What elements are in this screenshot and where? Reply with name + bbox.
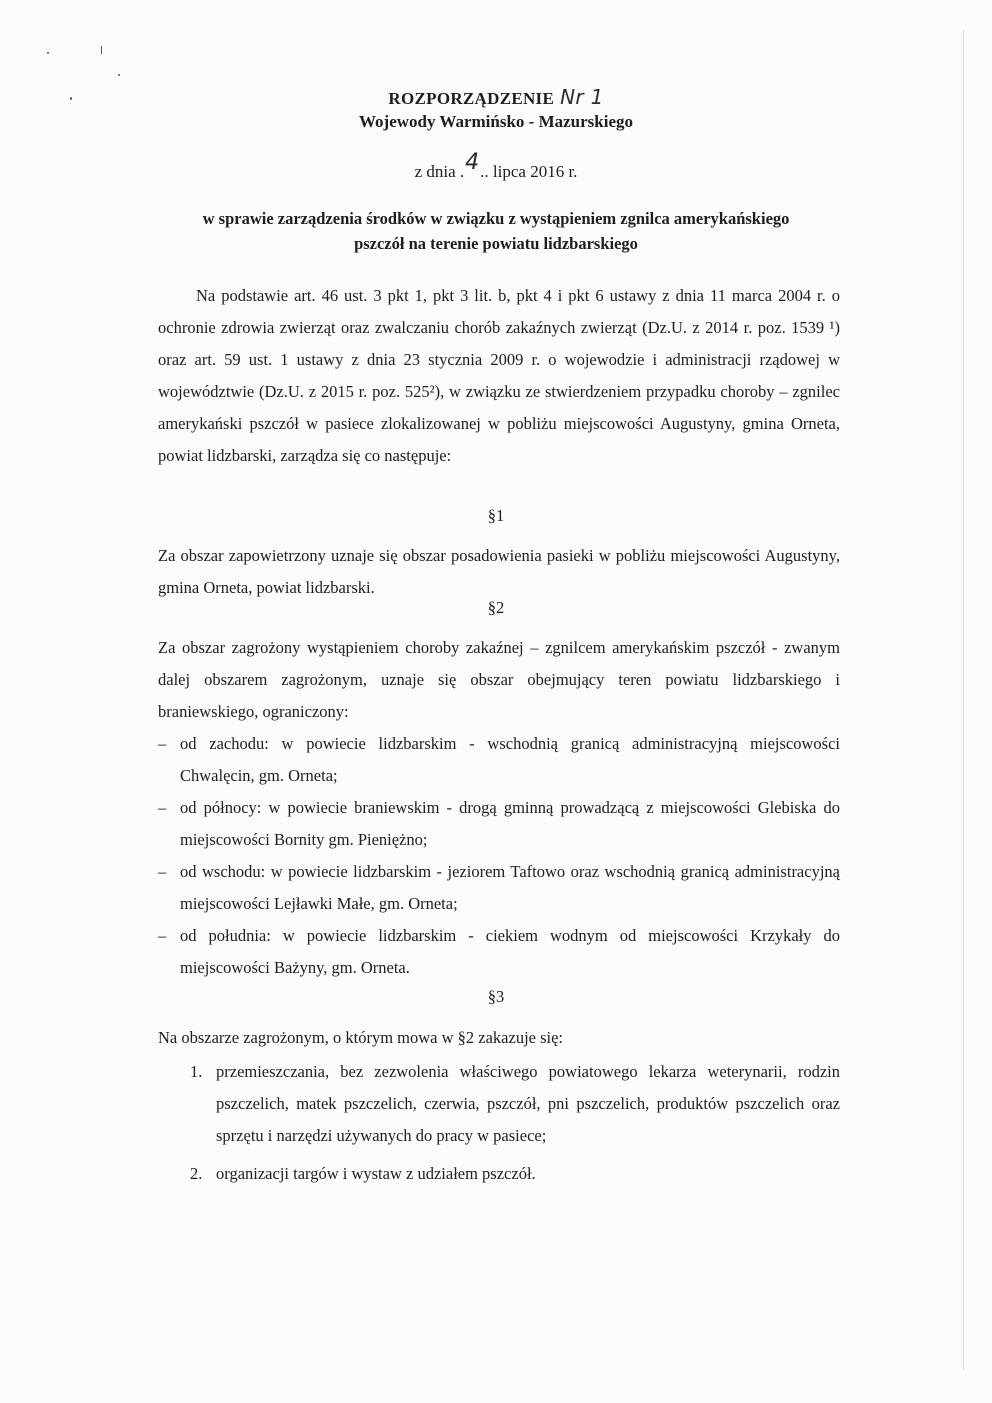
subject-line-1: w sprawie zarządzenia środków w związku z wystąpieniem zgnilca amerykańskiego bbox=[202, 209, 790, 228]
list-item bbox=[190, 1158, 840, 1190]
section-1-text: Za obszar zapowietrzony uznaje się obszar posadowienia pasieki w pobliżu miejscowości Augustyny, gmina Orneta, powiat lidzbarski. bbox=[158, 546, 840, 597]
list-item-text: przemieszczania, bez zezwolenia właściwego powiatowego lekarza weterynarii, rodzin pszczelich, matek pszczelich, czerwia, pszczół, pni pszczelich, produktów pszczelich oraz sprzętu i narzędzi używanych do pracy w pasiece; bbox=[216, 1062, 840, 1145]
scan-speck bbox=[118, 74, 120, 76]
list-dash: – bbox=[158, 798, 167, 817]
list-item-text: organizacji targów i wystaw z udziałem pszczół. bbox=[216, 1164, 536, 1183]
section-3-text: Na obszarze zagrożonym, o którym mowa w §2 zakazuje się: bbox=[158, 1028, 564, 1047]
list-item-text: od północy: w powiecie braniewskim - drogą gminną prowadzącą z miejscowości Glebiska do miejscowości Bornity gm. Pieniężno; bbox=[180, 798, 840, 849]
document-title bbox=[0, 85, 992, 109]
preamble: Na podstawie art. 46 ust. 3 pkt 1, pkt 3 lit. b, pkt 4 i pkt 6 ustawy z dnia 11 marca 2004 r. o ochronie zdrowia zwierząt oraz zwalczaniu chorób zakaźnych zwierząt (Dz.U. z 2014 r. poz. 1539 ¹) oraz art. 59 ust. 1 ustawy z dnia 23 stycznia 2009 r. o wojewodzie i administracji rządowej w województwie (Dz.U. z 2015 r. poz. 525²), w związku ze stwierdzeniem przypadku choroby – zgnilec amerykański pszczół w pasiece zlokalizowanej w pobliżu miejscowości Augustyny, gmina Orneta, powiat lidzbarski, zarządza się co następuje: bbox=[158, 286, 840, 465]
section-1-heading: §1 bbox=[487, 506, 505, 525]
list-item bbox=[158, 728, 840, 792]
date-prefix: z dnia . bbox=[414, 162, 465, 181]
handwritten-number: Nr 1 bbox=[560, 85, 604, 109]
document-date bbox=[0, 150, 992, 183]
list-item-text: od zachodu: w powiecie lidzbarskim - wschodnią granicą administracyjną miejscowości Chwalęcin, gm. Orneta; bbox=[180, 734, 840, 785]
section-2-text: Za obszar zagrożony wystąpieniem choroby zakaźnej – zgnilcem amerykańskim pszczół - zwanym dalej obszarem zagrożonym, uznaje się obszar obejmujący teren powiatu lidzbarskiego i braniewskiego, ograniczony: bbox=[158, 638, 840, 721]
section-3-prohibition-list bbox=[190, 1056, 840, 1190]
scan-speck bbox=[47, 52, 49, 54]
list-dash: – bbox=[158, 734, 167, 753]
title-text: ROZPORZĄDZENIE bbox=[388, 89, 555, 108]
section-2-boundary-list bbox=[158, 728, 840, 984]
list-number: 1. bbox=[190, 1062, 203, 1081]
list-item bbox=[158, 792, 840, 856]
list-number: 2. bbox=[190, 1164, 203, 1183]
scan-speck bbox=[101, 46, 102, 54]
document-subject bbox=[0, 206, 992, 256]
list-dash: – bbox=[158, 862, 167, 881]
list-item-text: od wschodu: w powiecie lidzbarskim - jeziorem Taftowo oraz wschodnią granicą administracyjną miejscowości Lejławki Małe, gm. Orneta; bbox=[180, 862, 840, 913]
section-3-heading: §3 bbox=[487, 987, 505, 1006]
list-item bbox=[158, 856, 840, 920]
handwritten-day: 4 bbox=[465, 150, 480, 175]
date-suffix: .. lipca 2016 r. bbox=[480, 162, 578, 181]
list-item bbox=[158, 920, 840, 984]
issuer: Wojewody Warmińsko - Mazurskiego bbox=[358, 112, 634, 131]
subject-line-2: pszczół na terenie powiatu lidzbarskiego bbox=[354, 234, 638, 253]
section-2-heading: §2 bbox=[487, 598, 505, 617]
list-item-text: od południa: w powiecie lidzbarskim - ciekiem wodnym od miejscowości Krzykały do miejscowości Bażyny, gm. Orneta. bbox=[180, 926, 840, 977]
list-item bbox=[190, 1056, 840, 1152]
list-dash: – bbox=[158, 926, 167, 945]
